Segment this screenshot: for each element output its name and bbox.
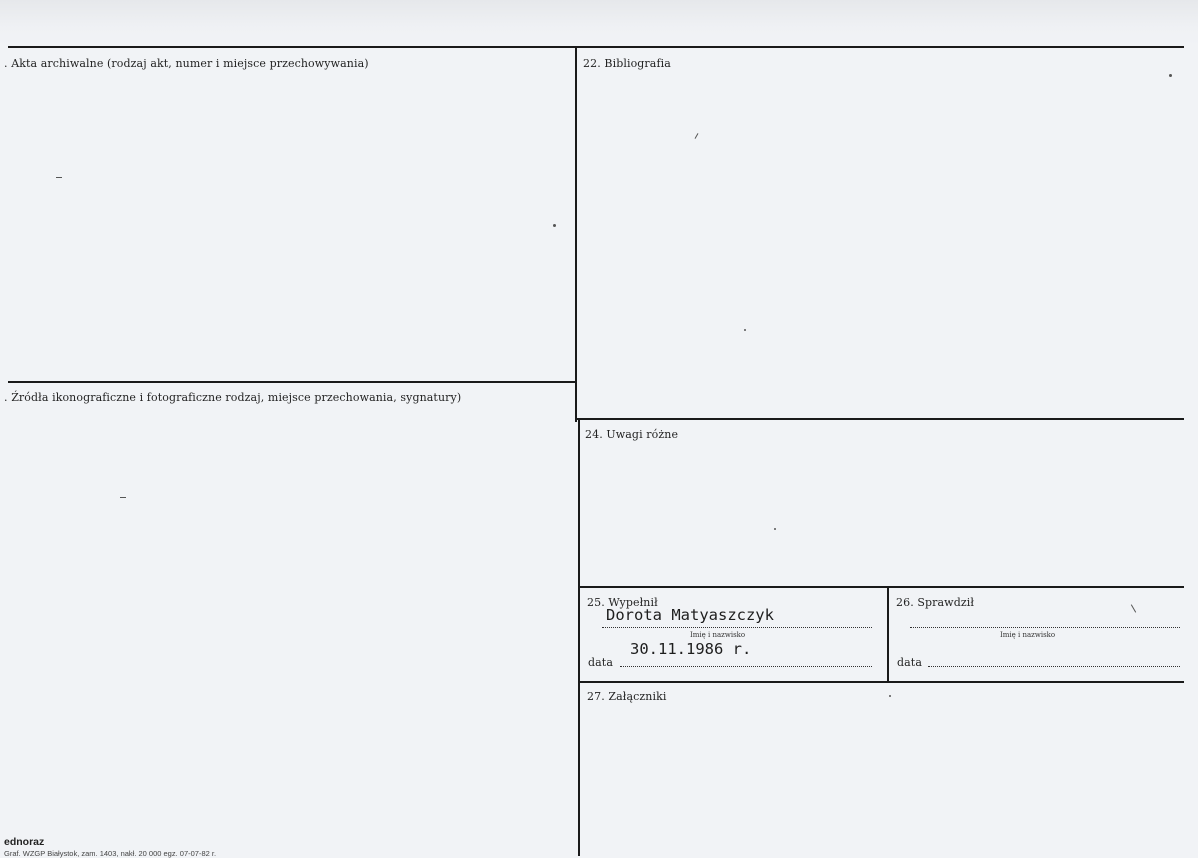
top-rule <box>8 46 1184 48</box>
field-25-name-line <box>602 627 872 628</box>
scan-speck <box>56 177 62 178</box>
field-25-name-value[interactable]: Dorota Matyaszczyk <box>606 606 774 624</box>
field-25-date-label: data <box>588 656 613 669</box>
field-25-sublabel: Imię i nazwisko <box>690 631 746 639</box>
field-26-name-line <box>910 627 1180 628</box>
field-26-date-label: data <box>897 656 922 669</box>
middle-divider-lower <box>578 420 580 856</box>
field-21-area[interactable] <box>8 72 572 377</box>
field-26-date-line <box>928 666 1180 667</box>
field-27-area[interactable] <box>584 706 1180 846</box>
rule-right-24-25 <box>579 586 1184 588</box>
field-26-label: 26. Sprawdził <box>896 596 975 609</box>
scan-speck <box>1169 74 1172 77</box>
rule-right-22-24 <box>577 418 1184 420</box>
field-24-label: 24. Uwagi różne <box>585 428 679 441</box>
field-25-label: 25. Wypełnił <box>587 596 658 609</box>
scan-speck <box>744 329 746 331</box>
field-27-label: 27. Załączniki <box>587 690 667 703</box>
rule-left-21-23 <box>8 381 576 383</box>
middle-divider <box>575 47 577 422</box>
field-23-area[interactable] <box>8 406 574 826</box>
top-scan-band <box>0 0 1198 46</box>
field-21-label: . Akta archiwalne (rodzaj akt, numer i miejsce przechowywania) <box>4 57 369 70</box>
rule-right-25-27 <box>579 681 1184 683</box>
field-26-sublabel: Imię i nazwisko <box>1000 631 1056 639</box>
field-24-area[interactable] <box>582 444 1180 582</box>
divider-25-26 <box>887 588 889 682</box>
field-23-label: . Źródła ikonograficzne i fotograficzne rodzaj, miejsce przechowania, sygnatury) <box>4 391 462 404</box>
footer-edition: ednoraz <box>4 836 45 848</box>
scan-speck <box>120 497 126 498</box>
scan-speck <box>553 224 556 227</box>
field-25-date-line <box>620 666 872 667</box>
footer-printer: Graf. WZGP Białystok, zam. 1403, nakł. 20 000 egz. 07-07-82 r. <box>4 849 217 858</box>
scan-speck <box>774 528 776 530</box>
field-26-name-value[interactable] <box>910 608 1180 626</box>
field-25-date-value[interactable]: 30.11.1986 r. <box>630 640 752 658</box>
field-22-label: 22. Bibliografia <box>583 57 671 70</box>
scan-speck <box>889 695 891 697</box>
field-22-area[interactable] <box>580 72 1180 414</box>
